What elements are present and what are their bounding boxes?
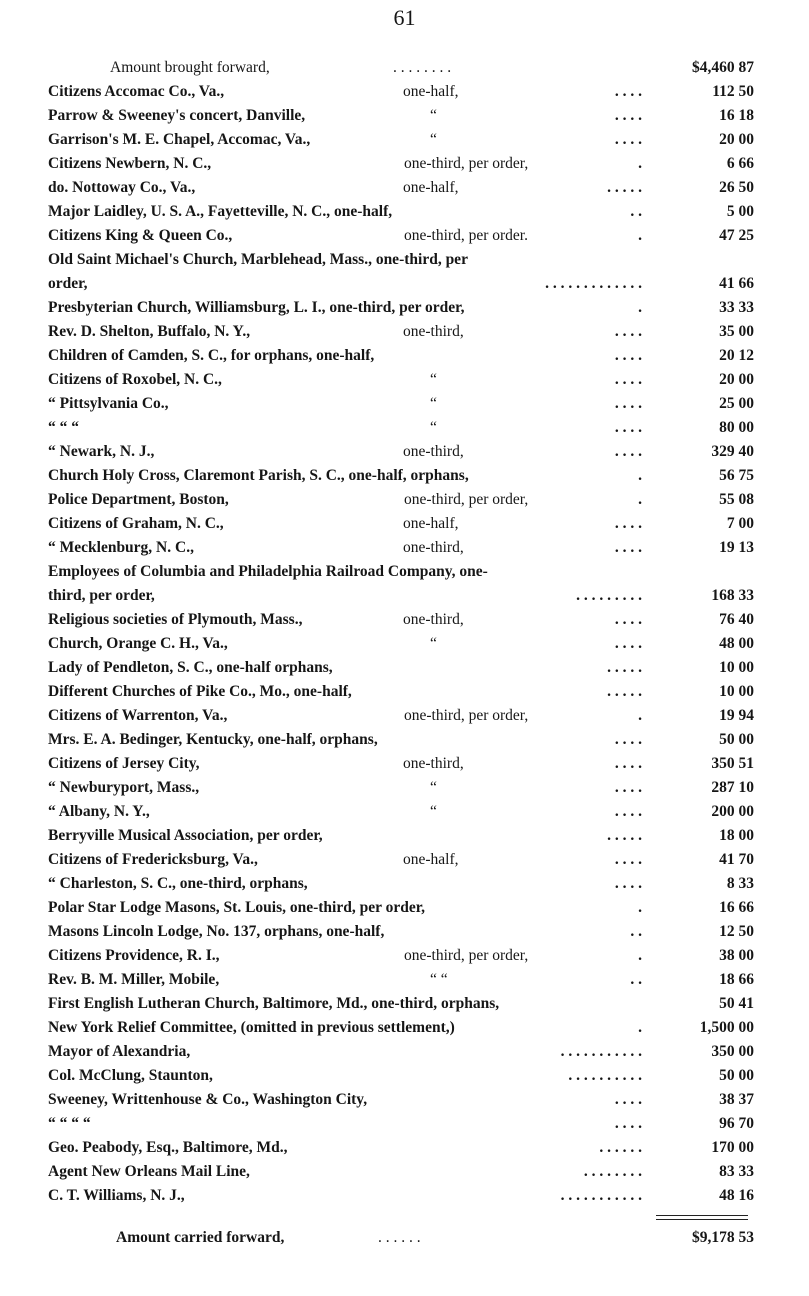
entry-amount: 35 00 [719,323,754,340]
entry-amount: 38 00 [719,947,754,964]
leader-dots: . [638,947,642,964]
entry-amount: 48 00 [719,635,754,652]
entry-portion: one-third, per order, [404,707,529,724]
ledger-entry-row [48,968,754,992]
entry-name: “ Newburyport, Mass., [48,779,200,796]
entry-amount: 16 18 [719,107,754,124]
entry-name: Children of Camden, S. C., for orphans, one-half, [48,347,375,364]
ledger-entry-row [48,608,754,632]
entry-amount: 350 00 [711,1043,754,1060]
ledger-entry-row [48,992,754,1016]
leader-dots: . . . . [614,107,642,124]
ledger-entry-row [48,920,754,944]
ledger-entry-row [48,200,754,224]
entry-amount: 6 66 [726,155,754,172]
entry-name: Church, Orange C. H., Va., [48,635,228,652]
entry-name: Col. McClung, Staunton, [48,1067,213,1084]
page-number: 61 [393,5,416,30]
entry-amount: 41 70 [719,851,754,868]
ledger-entry-row [48,80,754,104]
carried-forward-row [48,1224,754,1252]
leader-dots: . . [630,971,642,988]
entry-amount: 25 00 [719,395,754,412]
entry-name: Presbyterian Church, Williamsburg, L. I., one-third, per order, [48,299,465,316]
entry-amount: 8 33 [726,875,754,892]
entry-name: Citizens Newbern, N. C., [48,155,212,172]
leader-dots: . . . . [614,851,642,868]
leader-dots: . [638,299,642,316]
ledger-entry-row [48,728,754,752]
entry-portion: “ [430,395,437,412]
leader-dots: . . . . . . . . . . . . . [545,275,642,292]
ledger-entry-row [48,152,754,176]
entry-amount: 50 00 [719,1067,754,1084]
entry-name: third, per order, [48,587,155,604]
ledger-entry-row [48,560,754,584]
entry-name: Citizens King & Queen Co., [48,227,233,244]
leader-dots: . . . . . [607,659,642,676]
ledger-entry-row [48,800,754,824]
leader-dots: . . . . [614,347,642,364]
leader-dots: . . . . [614,419,642,436]
leader-dots: . . [630,923,642,940]
entry-name: Agent New Orleans Mail Line, [48,1163,250,1180]
entry-name: Police Department, Boston, [48,491,229,508]
entry-amount: 38 37 [719,1091,754,1108]
leader-dots: . . . . [614,1091,642,1108]
leader-dots: . [638,899,642,916]
leader-dots: . . . . . . . . [393,59,452,76]
entry-amount: 5 00 [726,203,754,220]
ledger-entry-row [48,824,754,848]
leader-dots: . . . . [614,539,642,556]
leader-dots: . . . . . . . . . [576,587,642,604]
entry-amount: 41 66 [719,275,754,292]
entry-amount: 83 33 [719,1163,754,1180]
ledger-entry-row [48,632,754,656]
entry-amount: 48 16 [719,1187,754,1204]
ledger-entry-row [48,1160,754,1184]
ledger-entry-row [48,464,754,488]
entry-amount: 287 10 [711,779,754,796]
entry-portion: “ [430,107,437,124]
entry-name: Lady of Pendleton, S. C., one-half orphans, [48,659,333,676]
leader-dots: . . . . [614,803,642,820]
ledger-entry-row [48,392,754,416]
leader-dots: . . . . [614,635,642,652]
entry-portion: “ [430,803,437,820]
entry-portion: one-third, per order, [404,491,529,508]
leader-dots: . . . . [614,395,642,412]
entry-portion: “ [430,635,437,652]
ledger-entry-row [48,344,754,368]
sum-rule [48,1208,754,1224]
leader-dots: . . . . . [607,683,642,700]
ledger-entry-row [48,224,754,248]
entry-amount: 80 00 [719,419,754,436]
entry-amount: 20 12 [719,347,754,364]
ledger-entry-row [48,776,754,800]
ledger-entry-row [48,512,754,536]
leader-dots: . . . . [614,731,642,748]
carried-forward-label: Amount carried forward, [116,1229,285,1246]
leader-dots: . . . . [614,515,642,532]
entry-name: order, [48,275,88,292]
leader-dots: . . . . [614,323,642,340]
entry-name: Geo. Peabody, Esq., Baltimore, Md., [48,1139,288,1156]
entry-name: Religious societies of Plymouth, Mass., [48,611,303,628]
ledger-entry-row [48,416,754,440]
ledger-entry-row [48,872,754,896]
brought-forward-amount: $4,460 87 [692,59,754,76]
ledger-entry-row [48,368,754,392]
ledger-entry-row [48,1184,754,1208]
entry-portion: “ [430,779,437,796]
ledger-entry-row [48,248,754,272]
leader-dots: . . . . . . [378,1229,421,1246]
leader-dots: . . . . [614,1115,642,1132]
entry-name: Citizens of Roxobel, N. C., [48,371,222,388]
ledger-table [48,56,754,1252]
ledger-entry-row [48,1136,754,1160]
leader-dots: . . . . [614,371,642,388]
entry-amount: 76 40 [719,611,754,628]
leader-dots: . . . . [614,611,642,628]
entry-name: Citizens of Graham, N. C., [48,515,224,532]
leader-dots: . . . . . [607,179,642,196]
leader-dots: . . . . [614,875,642,892]
entry-amount: 10 00 [719,659,754,676]
leader-dots: . [638,155,642,172]
ledger-entry-row [48,656,754,680]
entry-portion: “ [430,419,437,436]
ledger-entry-row [48,848,754,872]
entry-amount: 16 66 [719,899,754,916]
entry-portion: one-third, [403,323,464,340]
ledger-entries [48,80,754,1208]
entry-portion: one-third, per order, [404,947,529,964]
entry-amount: 329 40 [711,443,754,460]
entry-name: C. T. Williams, N. J., [48,1187,185,1204]
entry-amount: 170 00 [711,1139,754,1156]
carried-forward-amount: $9,178 53 [692,1229,754,1246]
entry-amount: 112 50 [712,83,754,100]
ledger-entry-row [48,1040,754,1064]
entry-portion: one-half, [403,851,459,868]
entry-name: Employees of Columbia and Philadelphia Railroad Company, one- [48,563,488,580]
leader-dots: . . . . [614,443,642,460]
ledger-entry-row [48,1088,754,1112]
ledger-entry-row [48,752,754,776]
leader-dots: . [638,707,642,724]
entry-portion: one-third, per order. [404,227,528,244]
leader-dots: . [638,467,642,484]
entry-amount: 168 33 [711,587,754,604]
leader-dots: . . . . . . . . [583,1163,642,1180]
entry-name: New York Relief Committee, (omitted in previous settlement,) [48,1019,455,1036]
entry-amount: 350 51 [711,755,754,772]
entry-name: “ Charleston, S. C., one-third, orphans, [48,875,308,892]
leader-dots: . . . . [614,131,642,148]
entry-amount: 47 25 [719,227,754,244]
ledger-entry-row [48,488,754,512]
entry-amount: 50 41 [719,995,754,1012]
entry-amount: 7 00 [726,515,754,532]
entry-name: “ “ “ [48,419,79,436]
entry-name: Citizens of Jersey City, [48,755,200,772]
entry-name: Rev. B. M. Miller, Mobile, [48,971,220,988]
leader-dots: . . . . [614,83,642,100]
ledger-entry-row [48,1064,754,1088]
entry-name: First English Lutheran Church, Baltimore, Md., one-third, orphans, [48,995,500,1012]
entry-portion: “ “ [430,971,448,988]
leader-dots: . . . . . . . . . . [568,1067,642,1084]
ledger-entry-row [48,320,754,344]
brought-forward-label: Amount brought forward, [110,59,270,76]
entry-name: Garrison's M. E. Chapel, Accomac, Va., [48,131,311,148]
entry-name: Masons Lincoln Lodge, No. 137, orphans, one-half, [48,923,385,940]
entry-portion: one-half, [403,83,459,100]
sum-rule-line [656,1219,748,1220]
entry-name: Church Holy Cross, Claremont Parish, S. C., one-half, orphans, [48,467,469,484]
entry-name: Mrs. E. A. Bedinger, Kentucky, one-half, orphans, [48,731,378,748]
entry-name: Parrow & Sweeney's concert, Danville, [48,107,306,124]
leader-dots: . . . . . . . . . . . [560,1187,642,1204]
entry-name: Sweeney, Writtenhouse & Co., Washington City, [48,1091,368,1108]
entry-name: Citizens Providence, R. I., [48,947,220,964]
brought-forward-row [48,56,754,80]
entry-amount: 12 50 [719,923,754,940]
ledger-entry-row [48,440,754,464]
entry-name: “ Mecklenburg, N. C., [48,539,194,556]
entry-portion: one-third, per order, [404,155,529,172]
ledger-entry-row [48,296,754,320]
entry-amount: 1,500 00 [699,1019,754,1036]
entry-portion: one-half, [403,515,459,532]
entry-name: Rev. D. Shelton, Buffalo, N. Y., [48,323,251,340]
entry-portion: one-third, [403,539,464,556]
entry-name: Citizens of Fredericksburg, Va., [48,851,258,868]
entry-name: Citizens Accomac Co., Va., [48,83,225,100]
ledger-entry-row [48,896,754,920]
ledger-entry-row [48,272,754,296]
entry-portion: “ [430,371,437,388]
leader-dots: . [638,491,642,508]
entry-name: “ Pittsylvania Co., [48,395,169,412]
leader-dots: . . . . . . . . . . . [560,1043,642,1060]
ledger-entry-row [48,680,754,704]
entry-name: Polar Star Lodge Masons, St. Louis, one-third, per order, [48,899,426,916]
leader-dots: . . . . . [607,827,642,844]
entry-name: Mayor of Alexandria, [48,1043,191,1060]
entry-name: do. Nottoway Co., Va., [48,179,196,196]
entry-amount: 200 00 [711,803,754,820]
entry-portion: one-third, [403,443,464,460]
ledger-entry-row [48,584,754,608]
ledger-entry-row [48,128,754,152]
ledger-entry-row [48,104,754,128]
entry-portion: one-third, [403,611,464,628]
entry-amount: 55 08 [719,491,754,508]
entry-name: “ Albany, N. Y., [48,803,150,820]
entry-portion: “ [430,131,437,148]
leader-dots: . . [630,203,642,220]
ledger-entry-row [48,1112,754,1136]
entry-portion: one-half, [403,179,459,196]
leader-dots: . [638,1019,642,1036]
entry-name: Different Churches of Pike Co., Mo., one-half, [48,683,352,700]
entry-name: “ Newark, N. J., [48,443,155,460]
entry-amount: 18 00 [719,827,754,844]
entry-name: Old Saint Michael's Church, Marblehead, Mass., one-third, per [48,251,468,268]
ledger-entry-row [48,704,754,728]
entry-amount: 33 33 [719,299,754,316]
entry-amount: 19 13 [719,539,754,556]
entry-amount: 26 50 [719,179,754,196]
entry-name: “ “ “ “ [48,1115,91,1132]
ledger-entry-row [48,176,754,200]
leader-dots: . [638,227,642,244]
entry-amount: 96 70 [719,1115,754,1132]
entry-amount: 10 00 [719,683,754,700]
ledger-entry-row [48,1016,754,1040]
entry-amount: 19 94 [719,707,754,724]
entry-amount: 20 00 [719,371,754,388]
ledger-entry-row [48,944,754,968]
leader-dots: . . . . [614,779,642,796]
sum-rule-line [656,1215,748,1216]
entry-portion: one-third, [403,755,464,772]
ledger-entry-row [48,536,754,560]
entry-name: Major Laidley, U. S. A., Fayetteville, N. C., one-half, [48,203,393,220]
entry-amount: 20 00 [719,131,754,148]
entry-name: Berryville Musical Association, per order, [48,827,323,844]
entry-amount: 18 66 [719,971,754,988]
entry-name: Citizens of Warrenton, Va., [48,707,228,724]
leader-dots: . . . . [614,755,642,772]
entry-amount: 56 75 [719,467,754,484]
entry-amount: 50 00 [719,731,754,748]
leader-dots: . . . . . . [599,1139,642,1156]
